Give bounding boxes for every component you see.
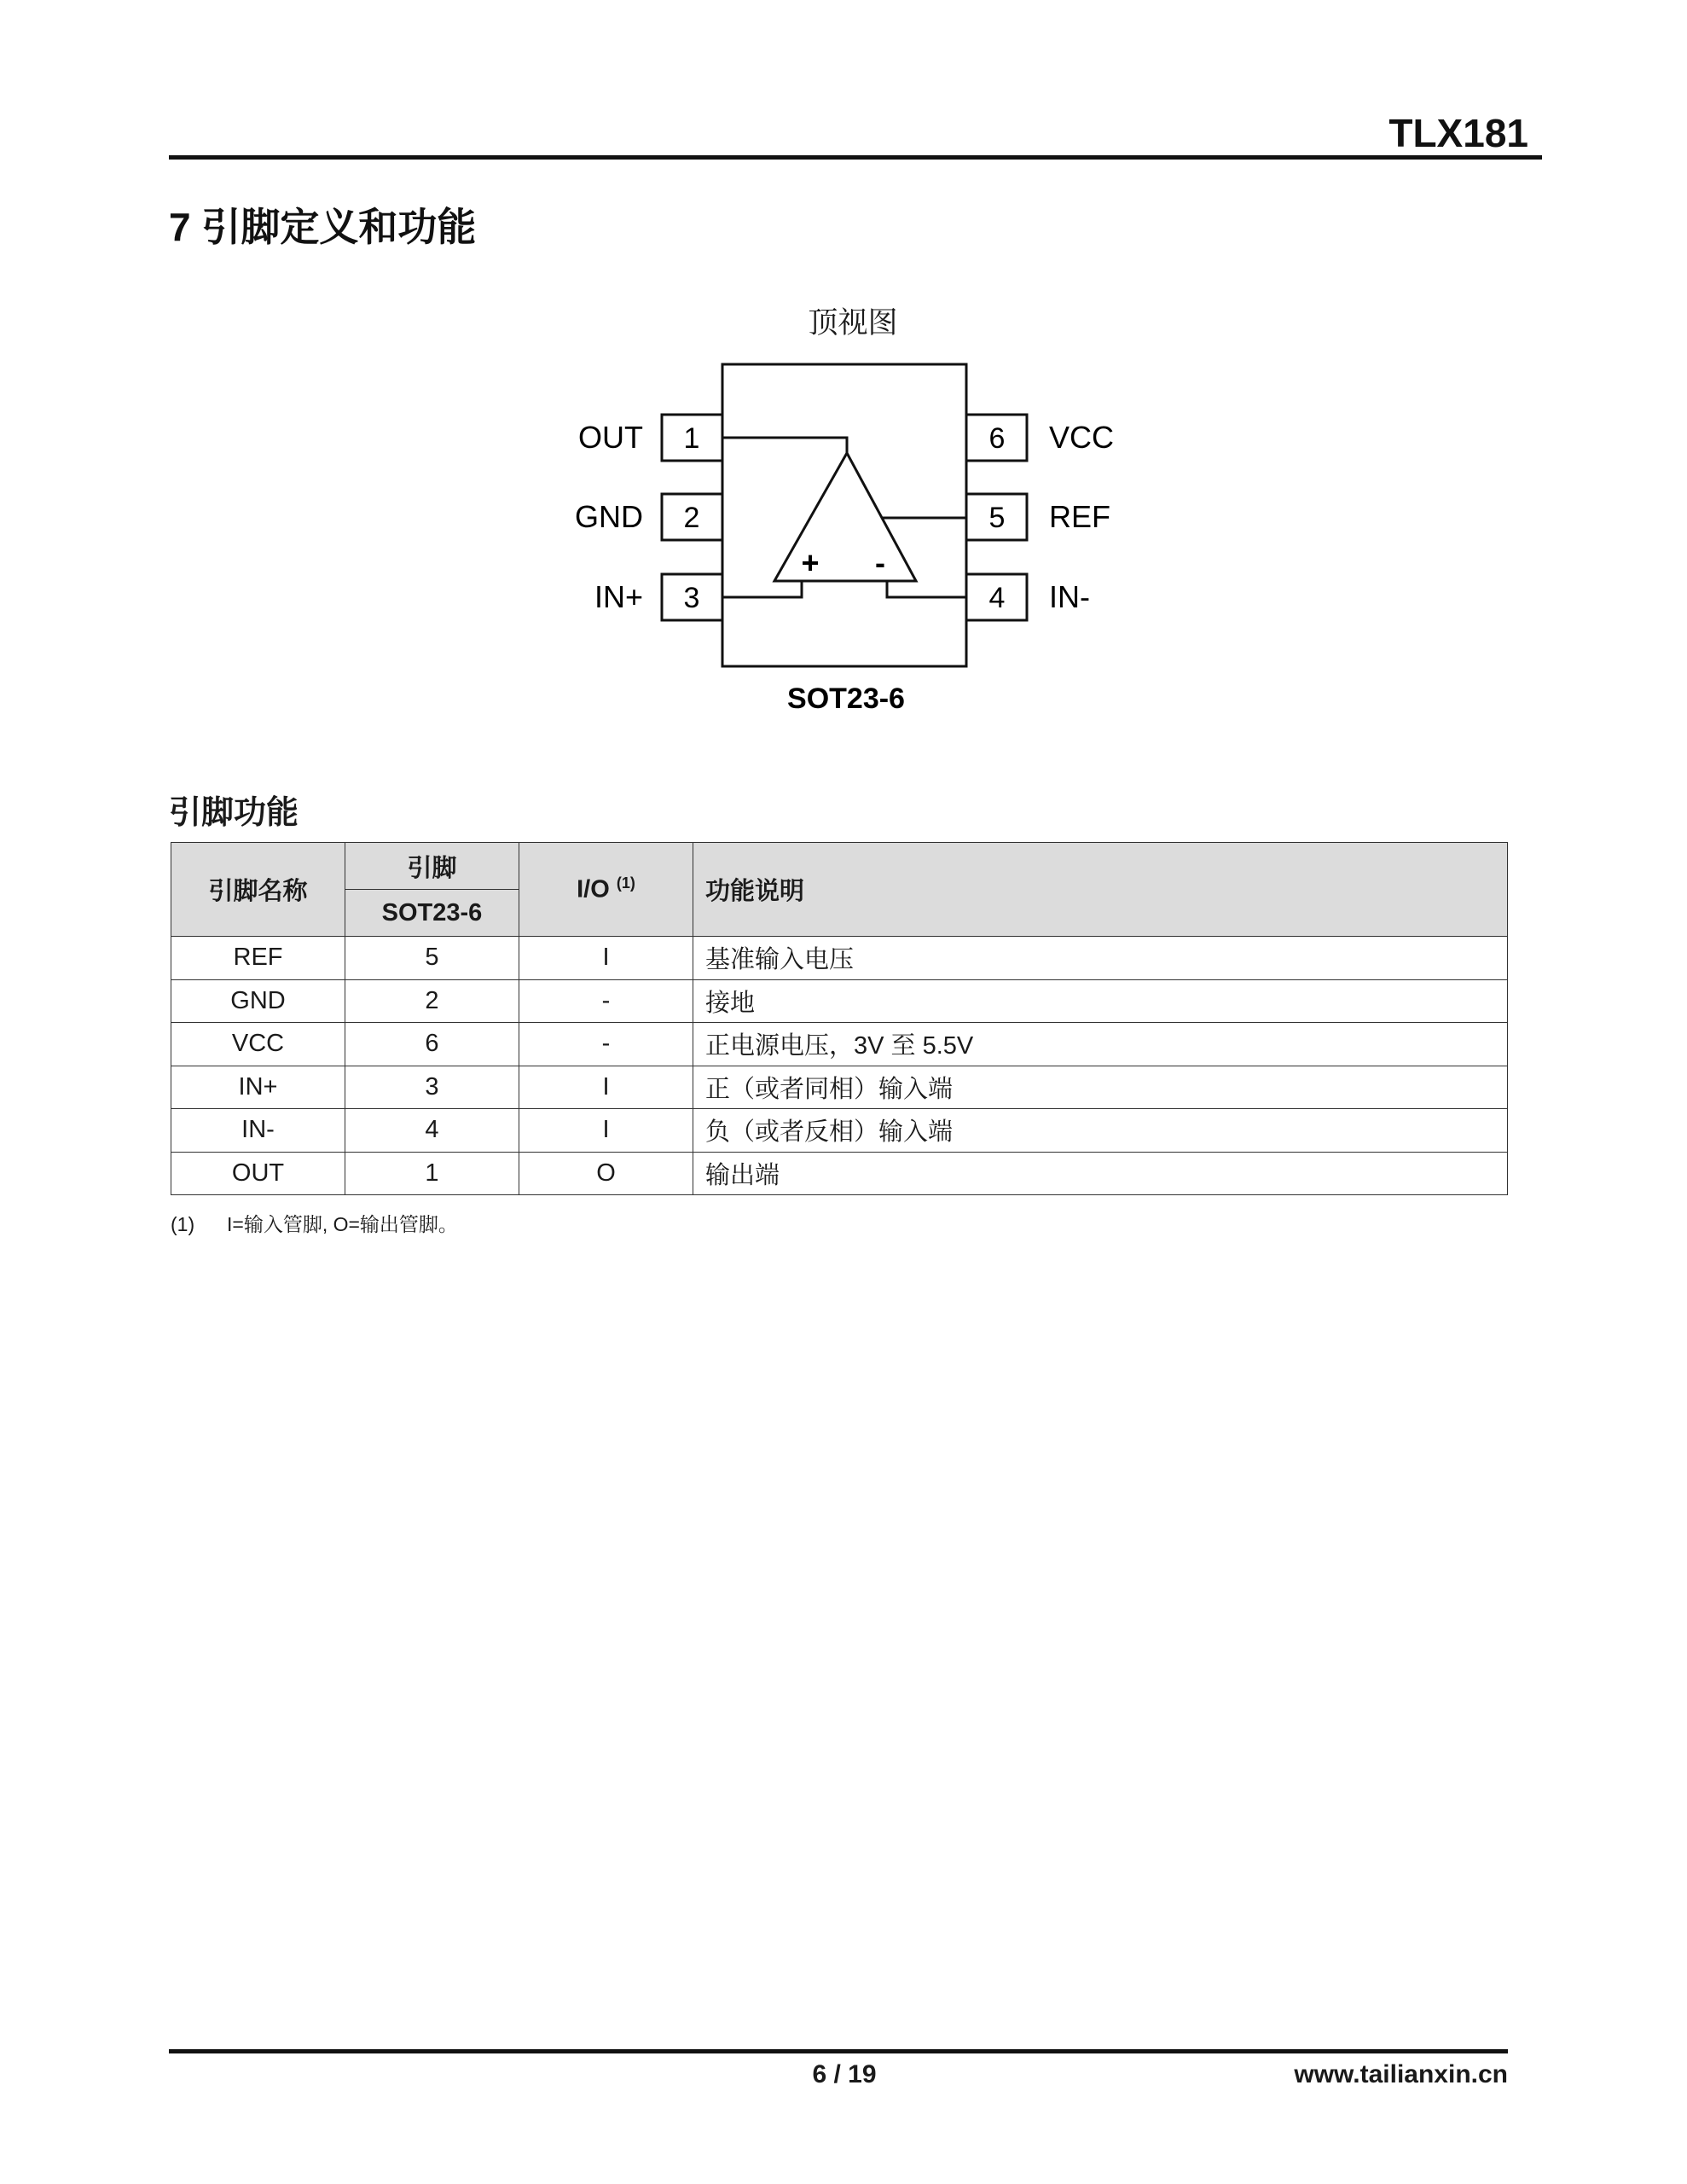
pin-number: 5 [988, 502, 1006, 534]
cell-function: 负（或者反相）输入端 [693, 1109, 1508, 1153]
pin-name: VCC [1049, 420, 1115, 455]
table-row [171, 937, 1508, 980]
pin-name: IN- [1049, 579, 1090, 614]
cell-pin-number: 6 [345, 1023, 519, 1066]
cell-function: 基准输入电压 [693, 937, 1508, 980]
output-wire [722, 438, 847, 453]
table-row [171, 1066, 1508, 1109]
cell-pin-number: 5 [345, 937, 519, 980]
document-title: TLX181 [1388, 111, 1528, 155]
header-io [519, 843, 693, 937]
pin-number: 6 [988, 422, 1006, 455]
cell-function: 输出端 [693, 1152, 1508, 1195]
cell-pin-name: OUT [171, 1152, 345, 1195]
plus-symbol: + [801, 545, 820, 580]
header-function: 功能说明 [693, 843, 1508, 937]
cell-function: 正电源电压，3V 至 5.5V [693, 1023, 1508, 1066]
cell-io: I [519, 937, 693, 980]
cell-io: O [519, 1152, 693, 1195]
pin-number: 2 [683, 502, 700, 534]
pin-name: IN+ [594, 579, 643, 614]
pin-name: REF [1049, 499, 1110, 534]
table-row [171, 1109, 1508, 1153]
pin-function-table [171, 842, 1508, 1195]
cell-pin-name: GND [171, 979, 345, 1023]
cell-pin-name: IN- [171, 1109, 345, 1153]
pinout-diagram [546, 307, 1160, 734]
header-package: SOT23-6 [345, 890, 519, 937]
cell-pin-name: REF [171, 937, 345, 980]
cell-io: - [519, 979, 693, 1023]
cell-pin-number: 2 [345, 979, 519, 1023]
footnote-text: I=输入管脚, O=输出管脚。 [227, 1213, 458, 1235]
website-link[interactable]: www.tailianxin.cn [1294, 2060, 1508, 2088]
cell-function: 正（或者同相）输入端 [693, 1066, 1508, 1109]
cell-pin-name: VCC [171, 1023, 345, 1066]
minus-symbol: - [875, 545, 885, 580]
pin-number: 3 [683, 582, 700, 614]
table-row [171, 1152, 1508, 1195]
table-footnote [171, 1211, 458, 1237]
header-io-label: I/O [577, 875, 610, 903]
pin-name: GND [575, 499, 643, 534]
pin-number: 4 [988, 582, 1006, 614]
cell-pin-number: 1 [345, 1152, 519, 1195]
pin-name: OUT [578, 420, 643, 455]
footnote-number: (1) [171, 1213, 195, 1235]
table-row [171, 1023, 1508, 1066]
noninverting-wire [722, 581, 802, 597]
header-rule [169, 155, 1542, 160]
cell-pin-number: 3 [345, 1066, 519, 1109]
page-number: 6 / 19 [812, 2060, 877, 2088]
pin-number: 1 [683, 422, 700, 455]
cell-io: I [519, 1066, 693, 1109]
header-io-note: (1) [616, 874, 635, 892]
cell-io: I [519, 1109, 693, 1153]
view-label: 顶视图 [808, 307, 898, 340]
header-pin: 引脚 [345, 843, 519, 890]
cell-io: - [519, 1023, 693, 1066]
header-pin-name: 引脚名称 [171, 843, 345, 937]
table-row [171, 979, 1508, 1023]
inverting-wire [887, 581, 966, 597]
package-label: SOT23-6 [787, 682, 905, 715]
package-body [722, 364, 966, 666]
pin-function-title: 引脚功能 [169, 795, 299, 831]
cell-pin-name: IN+ [171, 1066, 345, 1109]
footer-rule [169, 2049, 1508, 2053]
cell-function: 接地 [693, 979, 1508, 1023]
cell-pin-number: 4 [345, 1109, 519, 1153]
section-title: 7 引脚定义和功能 [169, 205, 477, 249]
